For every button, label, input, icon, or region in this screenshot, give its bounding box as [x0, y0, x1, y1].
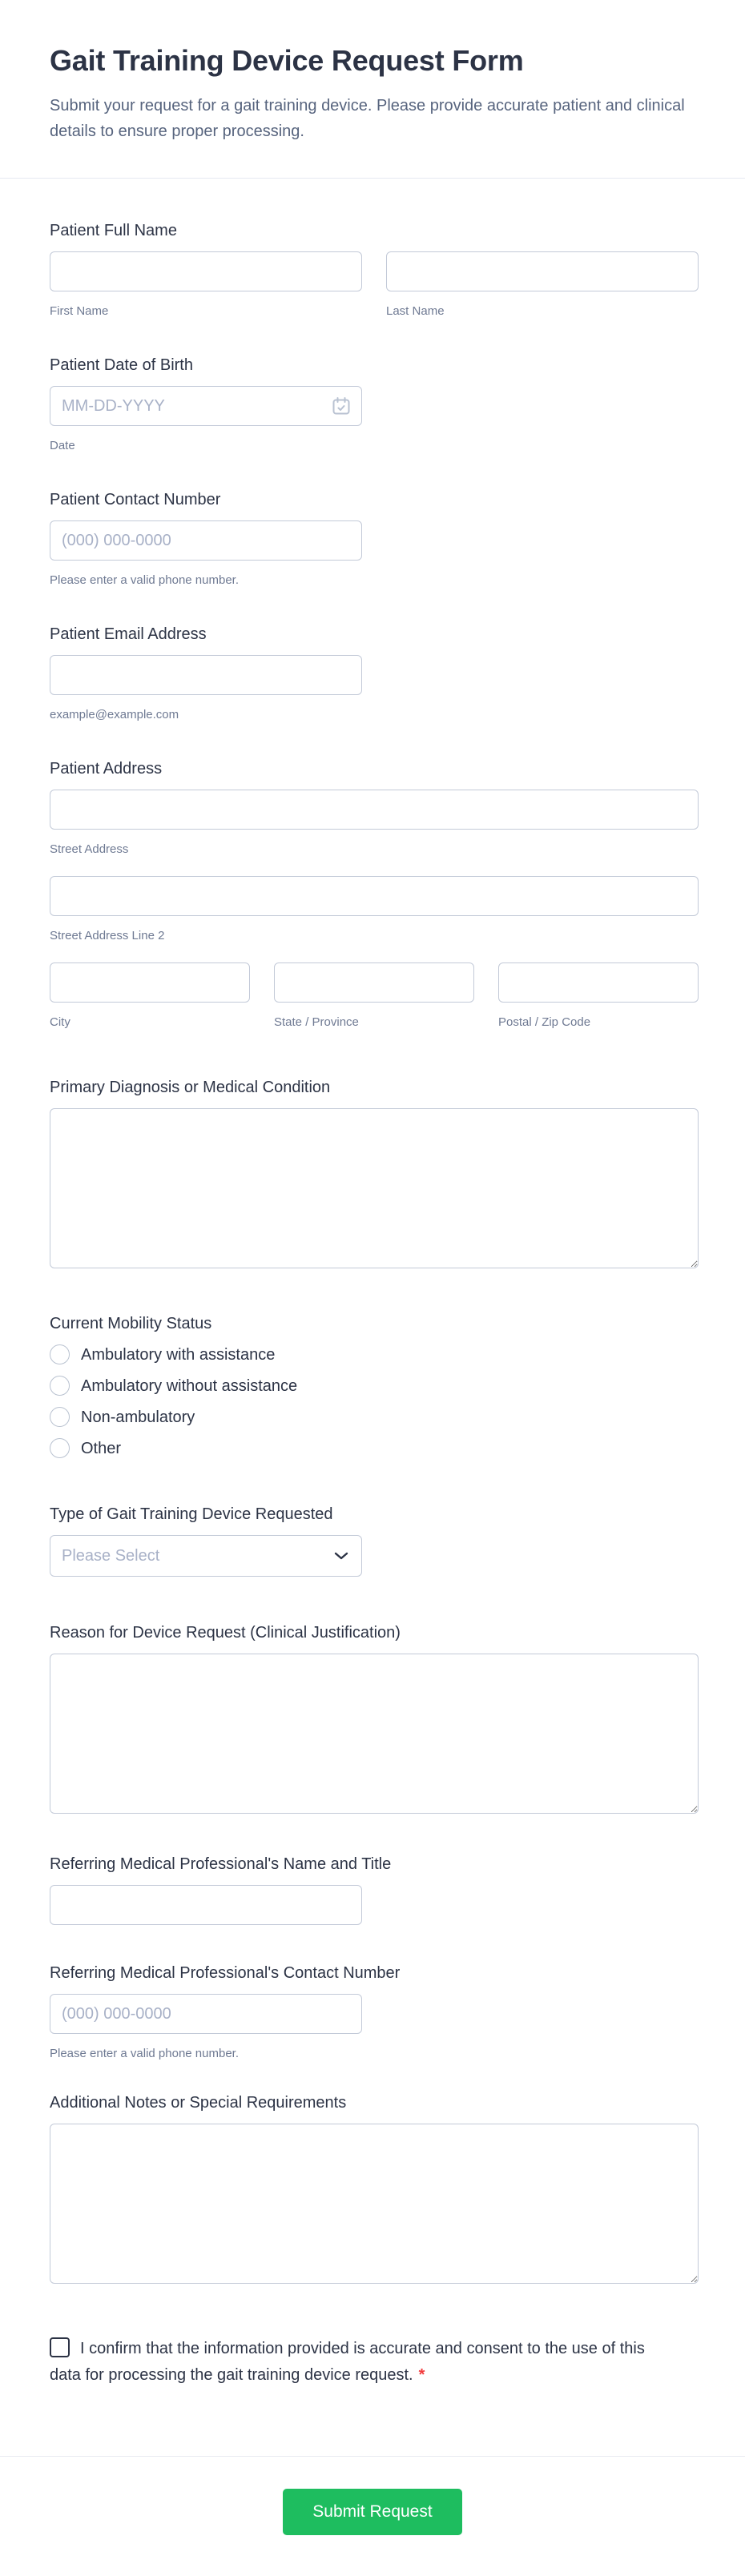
notes-textarea[interactable]	[50, 2124, 699, 2284]
field-reason	[50, 1623, 695, 1818]
consent-text: I confirm that the information provided is accurate and consent to the use of this data for processing the gait training device request.	[50, 2340, 645, 2384]
radio-other[interactable]	[50, 1438, 70, 1458]
street-address-input[interactable]	[50, 790, 699, 830]
mobility-option-other[interactable]	[50, 1438, 695, 1458]
consent-row[interactable]	[50, 2336, 675, 2389]
calendar-icon[interactable]	[331, 396, 352, 416]
field-ref-name	[50, 1855, 695, 1925]
state-input[interactable]	[274, 962, 474, 1003]
diagnosis-label: Primary Diagnosis or Medical Condition	[50, 1079, 331, 1096]
dob-sublabel: Date	[50, 439, 75, 452]
patient-email-input[interactable]	[50, 655, 362, 695]
ref-phone-sublabel: Please enter a valid phone number.	[50, 2047, 239, 2060]
patient-phone-sublabel: Please enter a valid phone number.	[50, 573, 239, 587]
patient-dob-label: Patient Date of Birth	[50, 356, 193, 374]
street-address-sublabel: Street Address	[50, 842, 129, 856]
ref-name-input[interactable]	[50, 1885, 362, 1925]
form-header	[0, 0, 745, 179]
radio-ambulatory-without-assistance[interactable]	[50, 1376, 70, 1396]
radio-non-ambulatory[interactable]	[50, 1407, 70, 1427]
field-ref-contact	[50, 1963, 695, 2061]
street-address2-sublabel: Street Address Line 2	[50, 929, 165, 942]
first-name-sublabel: First Name	[50, 304, 109, 318]
mobility-option-ambulatory-with-assistance[interactable]	[50, 1344, 695, 1364]
dob-input[interactable]	[50, 386, 362, 426]
form-footer	[0, 2456, 745, 2576]
mobility-option-non-ambulatory[interactable]	[50, 1407, 695, 1427]
field-patient-contact	[50, 490, 695, 588]
page-subtitle: Submit your request for a gait training device. Please provide accurate patient and clinical details to ensure proper processing.	[50, 97, 685, 140]
field-mobility-status	[50, 1314, 695, 1458]
radio-label: Ambulatory without assistance	[81, 1376, 298, 1395]
patient-full-name-label: Patient Full Name	[50, 222, 177, 239]
mobility-radio-group	[50, 1344, 695, 1458]
patient-email-label: Patient Email Address	[50, 625, 207, 643]
mobility-status-label: Current Mobility Status	[50, 1315, 212, 1332]
radio-label: Non-ambulatory	[81, 1408, 195, 1426]
field-device-type	[50, 1505, 695, 1577]
ref-name-label: Referring Medical Professional's Name and Title	[50, 1855, 392, 1873]
notes-label: Additional Notes or Special Requirements	[50, 2094, 347, 2112]
submit-button[interactable]: Submit Request	[283, 2489, 462, 2535]
last-name-input[interactable]	[386, 251, 699, 291]
page-title: Gait Training Device Request Form	[50, 44, 524, 77]
field-patient-address	[50, 759, 695, 1030]
consent-checkbox[interactable]	[50, 2337, 70, 2357]
form-body	[0, 179, 745, 2456]
field-consent	[50, 2336, 695, 2422]
city-sublabel: City	[50, 1015, 70, 1029]
first-name-input[interactable]	[50, 251, 362, 291]
radio-label: Ambulatory with assistance	[81, 1345, 276, 1364]
street-address2-input[interactable]	[50, 876, 699, 916]
state-sublabel: State / Province	[274, 1015, 359, 1029]
ref-phone-input[interactable]	[50, 1994, 362, 2034]
field-patient-dob	[50, 356, 695, 453]
reason-label: Reason for Device Request (Clinical Justification)	[50, 1624, 401, 1642]
radio-label: Other	[81, 1439, 122, 1457]
field-diagnosis	[50, 1078, 695, 1272]
field-patient-full-name	[50, 221, 695, 319]
patient-address-label: Patient Address	[50, 760, 163, 778]
patient-phone-input[interactable]	[50, 520, 362, 561]
diagnosis-textarea[interactable]	[50, 1108, 699, 1268]
city-input[interactable]	[50, 962, 250, 1003]
device-type-label: Type of Gait Training Device Requested	[50, 1505, 333, 1523]
device-type-select[interactable]	[50, 1535, 362, 1577]
ref-contact-label: Referring Medical Professional's Contact Number	[50, 1964, 401, 1982]
required-asterisk: *	[418, 2366, 425, 2384]
patient-email-sublabel: example@example.com	[50, 708, 179, 721]
radio-ambulatory-with-assistance[interactable]	[50, 1344, 70, 1364]
mobility-option-ambulatory-without-assistance[interactable]	[50, 1376, 695, 1396]
field-patient-email	[50, 625, 695, 722]
patient-contact-label: Patient Contact Number	[50, 491, 221, 508]
field-notes	[50, 2093, 695, 2288]
reason-textarea[interactable]	[50, 1654, 699, 1814]
last-name-sublabel: Last Name	[386, 304, 445, 318]
zip-input[interactable]	[498, 962, 699, 1003]
zip-sublabel: Postal / Zip Code	[498, 1015, 591, 1029]
